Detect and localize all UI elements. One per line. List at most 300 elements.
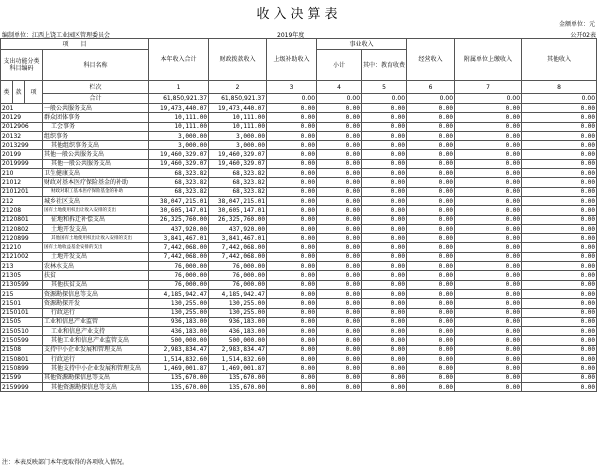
table-row [1,150,597,159]
row-value: 0.00 [362,308,407,317]
header-superior: 上级补助收入 [267,39,317,81]
row-value: 0.00 [267,131,317,140]
row-value: 0.00 [362,113,407,122]
row-value: 0.00 [455,243,522,252]
table-row [1,317,597,326]
row-value: 0.00 [407,234,455,243]
row-value: 0.00 [362,289,407,298]
row-code: 2019999 [1,159,43,168]
row-value: 0.00 [455,327,522,336]
row-value: 0.00 [522,224,597,233]
row-value: 0.00 [407,355,455,364]
row-code: 212 [1,196,43,205]
row-value: 0.00 [407,187,455,196]
row-value: 0.00 [407,308,455,317]
table-body [1,104,597,392]
row-value: 0.00 [407,122,455,131]
row-value: 3,000.00 [149,131,209,140]
row-value: 76,000.00 [149,262,209,271]
row-value: 2,983,834.47 [149,345,209,354]
row-value: 0.00 [267,104,317,113]
row-value: 135,670.00 [209,382,267,391]
table-row [1,355,597,364]
row-value: 0.00 [407,224,455,233]
row-value: 0.00 [455,150,522,159]
row-value: 19,460,329.07 [149,159,209,168]
total-cell-2: 61,850,921.37 [209,94,267,104]
row-code: 21208 [1,206,43,215]
header-name: 科目名称 [43,50,149,81]
row-code: 21505 [1,317,43,326]
row-value: 0.00 [362,234,407,243]
total-cell-1: 61,850,921.37 [149,94,209,104]
row-code: 21599 [1,373,43,382]
table-row [1,169,597,178]
row-value: 0.00 [362,196,407,205]
row-code: 2013299 [1,141,43,150]
row-value: 0.00 [362,224,407,233]
row-value: 0.00 [267,122,317,131]
row-value: 7,442,068.00 [209,243,267,252]
col-num-6: 6 [407,81,455,94]
row-code: 213 [1,262,43,271]
row-value: 19,460,329.07 [209,159,267,168]
row-code: 2120899 [1,234,43,243]
table-row [1,243,597,252]
row-value: 3,000.00 [149,141,209,150]
table-row [1,327,597,336]
table-row [1,280,597,289]
row-code: 2159999 [1,382,43,391]
row-value: 0.00 [455,234,522,243]
row-code: 21508 [1,345,43,354]
row-value: 0.00 [317,159,362,168]
row-value: 0.00 [362,252,407,261]
row-value: 0.00 [267,169,317,178]
row-value: 0.00 [317,215,362,224]
row-name: 财政对基本医疗保险基金的补助 [43,178,149,187]
row-value: 0.00 [522,382,597,391]
row-value: 0.00 [407,373,455,382]
row-name: 征地和拆迁补偿支出 [43,215,149,224]
row-value: 0.00 [522,187,597,196]
row-value: 130,255.00 [209,299,267,308]
row-value: 0.00 [455,271,522,280]
row-value: 0.00 [455,187,522,196]
row-value: 0.00 [317,364,362,373]
table-row [1,336,597,345]
row-value: 19,473,440.07 [149,104,209,113]
table-row [1,122,597,131]
row-name: 国有土地使用权出让收入安排的支出 [43,206,149,215]
row-value: 0.00 [522,262,597,271]
row-value: 500,000.00 [149,336,209,345]
row-value: 76,000.00 [209,262,267,271]
row-name: 其他工业和信息产业监管支出 [43,336,149,345]
row-value: 68,323.82 [209,178,267,187]
row-value: 0.00 [522,252,597,261]
row-value: 0.00 [317,141,362,150]
row-value: 26,325,760.00 [209,215,267,224]
header-code: 支出功能分类科目编码 [1,50,43,81]
row-code: 2120801 [1,215,43,224]
row-value: 0.00 [362,206,407,215]
row-value: 68,323.82 [149,187,209,196]
row-value: 0.00 [455,122,522,131]
row-value: 436,183.00 [149,327,209,336]
row-value: 0.00 [267,327,317,336]
row-value: 0.00 [522,141,597,150]
row-value: 0.00 [267,308,317,317]
row-value: 0.00 [362,280,407,289]
row-code: 20132 [1,131,43,140]
table-row [1,234,597,243]
row-value: 0.00 [522,345,597,354]
header-subtotal: 小计 [317,50,362,81]
row-value: 0.00 [362,131,407,140]
row-value: 0.00 [455,131,522,140]
row-value: 0.00 [455,215,522,224]
row-value: 0.00 [522,206,597,215]
row-code: 201 [1,104,43,113]
row-name: 工会事务 [43,122,149,131]
row-value: 0.00 [407,364,455,373]
table-row [1,141,597,150]
row-name: 群众团体事务 [43,113,149,122]
row-value: 0.00 [317,355,362,364]
row-value: 0.00 [455,345,522,354]
header-education: 其中：教育收费 [362,50,407,81]
row-value: 0.00 [455,289,522,298]
row-value: 19,473,440.07 [209,104,267,113]
header-total: 本年收入合计 [149,39,209,81]
row-value: 0.00 [317,150,362,159]
row-value: 0.00 [522,243,597,252]
row-value: 0.00 [522,364,597,373]
row-value: 0.00 [267,113,317,122]
row-name: 财政对职工基本医疗保险基金的补助 [43,187,149,196]
row-value: 0.00 [455,262,522,271]
header-fiscal: 财政拨款收入 [209,39,267,81]
row-value: 10,111.00 [209,122,267,131]
header-heji: 合计 [43,94,149,104]
row-value: 0.00 [362,364,407,373]
row-value: 7,442,068.00 [149,252,209,261]
row-value: 0.00 [362,178,407,187]
row-value: 0.00 [522,299,597,308]
row-value: 0.00 [317,113,362,122]
row-value: 0.00 [362,373,407,382]
row-name: 其他一般公共服务支出 [43,150,149,159]
header-business-group: 事业收入 [317,39,407,50]
row-name: 工业和信息产业支持 [43,327,149,336]
row-name: 城乡社区支出 [43,196,149,205]
row-value: 2,983,834.47 [209,345,267,354]
row-value: 0.00 [317,382,362,391]
row-value: 10,111.00 [149,122,209,131]
table-row [1,252,597,261]
row-value: 0.00 [362,187,407,196]
row-value: 0.00 [455,299,522,308]
row-value: 1,514,832.60 [209,355,267,364]
year-label: 2019年度 [277,32,305,39]
row-value: 0.00 [522,355,597,364]
row-value: 0.00 [407,243,455,252]
row-value: 0.00 [407,317,455,326]
row-value: 0.00 [317,327,362,336]
table-row [1,104,597,113]
row-value: 0.00 [407,141,455,150]
row-value: 0.00 [317,206,362,215]
row-value: 0.00 [407,178,455,187]
row-value: 0.00 [362,104,407,113]
table-row [1,382,597,391]
row-value: 0.00 [267,355,317,364]
row-value: 30,605,147.01 [149,206,209,215]
row-value: 0.00 [522,317,597,326]
row-code: 2101201 [1,187,43,196]
header-project: 项 目 [1,39,149,50]
row-value: 0.00 [267,159,317,168]
row-value: 0.00 [455,206,522,215]
row-value: 0.00 [362,122,407,131]
row-value: 0.00 [267,141,317,150]
row-value: 68,323.82 [209,187,267,196]
table-row [1,178,597,187]
total-cell-8: 0.00 [522,94,597,104]
row-value: 0.00 [522,104,597,113]
row-value: 0.00 [362,262,407,271]
row-value: 0.00 [362,336,407,345]
row-value: 0.00 [267,382,317,391]
row-name: 农林水支出 [43,262,149,271]
row-value: 0.00 [455,373,522,382]
row-code: 2150510 [1,327,43,336]
footnote: 注：本表反映部门本年度取得的各项收入情况。 [2,459,129,466]
row-value: 0.00 [317,280,362,289]
row-value: 0.00 [317,243,362,252]
col-num-7: 7 [455,81,522,94]
row-value: 68,323.82 [209,169,267,178]
row-code: 2150599 [1,336,43,345]
table-row [1,196,597,205]
row-value: 30,605,147.01 [209,206,267,215]
row-name: 其他支持中小企业发展和管理支出 [43,364,149,373]
header-subsidiary: 附属单位上缴收入 [455,39,522,81]
row-value: 0.00 [267,271,317,280]
total-cell-5: 0.00 [362,94,407,104]
row-value: 0.00 [267,187,317,196]
row-value: 0.00 [267,262,317,271]
row-name: 卫生健康支出 [43,169,149,178]
row-value: 0.00 [455,159,522,168]
row-value: 0.00 [267,234,317,243]
row-value: 436,183.00 [209,327,267,336]
row-value: 0.00 [407,271,455,280]
row-value: 0.00 [317,178,362,187]
row-value: 0.00 [455,104,522,113]
row-value: 0.00 [362,327,407,336]
row-code: 2120802 [1,224,43,233]
col-num-4: 4 [317,81,362,94]
row-value: 0.00 [317,373,362,382]
row-value: 0.00 [522,280,597,289]
header-kuan: 款 [13,81,25,104]
row-value: 0.00 [267,280,317,289]
row-code: 2121002 [1,252,43,261]
row-value: 0.00 [362,141,407,150]
row-value: 135,670.00 [149,373,209,382]
row-value: 0.00 [317,262,362,271]
row-value: 0.00 [522,289,597,298]
row-value: 76,000.00 [209,280,267,289]
row-value: 0.00 [317,169,362,178]
row-value: 7,442,068.00 [149,243,209,252]
row-value: 76,000.00 [149,271,209,280]
row-value: 0.00 [362,159,407,168]
table-row [1,364,597,373]
row-value: 76,000.00 [149,280,209,289]
row-code: 2130599 [1,280,43,289]
row-value: 0.00 [522,373,597,382]
row-value: 0.00 [317,224,362,233]
row-code: 21305 [1,271,43,280]
col-num-2: 2 [209,81,267,94]
row-value: 0.00 [407,336,455,345]
table-row [1,299,597,308]
row-value: 0.00 [522,159,597,168]
row-value: 0.00 [407,104,455,113]
row-value: 0.00 [317,252,362,261]
row-value: 0.00 [455,252,522,261]
row-value: 0.00 [407,196,455,205]
row-code: 20199 [1,150,43,159]
row-code: 215 [1,289,43,298]
row-value: 1,469,001.87 [149,364,209,373]
row-code: 2150801 [1,355,43,364]
row-value: 0.00 [455,382,522,391]
row-code: 210 [1,169,43,178]
row-value: 0.00 [407,131,455,140]
row-value: 4,185,942.47 [149,289,209,298]
row-value: 0.00 [267,336,317,345]
row-value: 19,460,329.07 [209,150,267,159]
row-name: 资源勘探开发 [43,299,149,308]
row-value: 500,000.00 [209,336,267,345]
row-value: 0.00 [267,364,317,373]
table-row [1,271,597,280]
row-value: 0.00 [455,355,522,364]
row-value: 0.00 [317,299,362,308]
row-value: 0.00 [407,206,455,215]
row-value: 0.00 [407,169,455,178]
row-value: 0.00 [407,159,455,168]
row-code: 21501 [1,299,43,308]
row-value: 0.00 [267,373,317,382]
row-value: 3,000.00 [209,141,267,150]
row-value: 0.00 [455,113,522,122]
row-value: 0.00 [362,150,407,159]
row-value: 0.00 [267,243,317,252]
row-value: 0.00 [362,317,407,326]
header-class: 类 [1,81,13,104]
row-name: 支持中小企业发展和管理支出 [43,345,149,354]
row-code: 20129 [1,113,43,122]
page-title: 收入决算表 [256,7,342,22]
row-name: 行政运行 [43,308,149,317]
row-name: 其他组织事务支出 [43,141,149,150]
org-label: 编制单位：江西上饶工业园区管理委员会 [2,32,111,39]
row-value: 0.00 [317,196,362,205]
row-value: 0.00 [407,327,455,336]
row-value: 0.00 [455,141,522,150]
header-other: 其他收入 [522,39,597,81]
row-value: 26,325,760.00 [149,215,209,224]
row-value: 0.00 [522,234,597,243]
total-cell-3: 0.00 [267,94,317,104]
col-num-5: 5 [362,81,407,94]
row-value: 10,111.00 [149,113,209,122]
row-value: 0.00 [455,308,522,317]
row-value: 0.00 [522,113,597,122]
row-value: 0.00 [455,196,522,205]
row-value: 38,047,215.01 [149,196,209,205]
row-value: 76,000.00 [209,271,267,280]
row-value: 0.00 [267,252,317,261]
row-value: 0.00 [317,345,362,354]
row-value: 0.00 [455,224,522,233]
row-name: 土地开发支出 [43,224,149,233]
row-value: 0.00 [362,169,407,178]
header-operating: 经营收入 [407,39,455,81]
row-value: 437,920.00 [149,224,209,233]
row-value: 0.00 [407,299,455,308]
row-value: 0.00 [317,234,362,243]
row-value: 1,469,001.87 [209,364,267,373]
row-value: 0.00 [407,252,455,261]
row-value: 0.00 [317,289,362,298]
row-value: 0.00 [362,215,407,224]
row-value: 0.00 [267,299,317,308]
row-name: 其他国有土地使用权出让收入安排的支出 [43,234,149,243]
row-value: 0.00 [362,345,407,354]
table-row [1,224,597,233]
row-name: 国有土地收益基金安排的支出 [43,243,149,252]
row-value: 0.00 [407,280,455,289]
row-value: 0.00 [522,308,597,317]
row-value: 68,323.82 [149,169,209,178]
row-value: 0.00 [455,317,522,326]
row-value: 0.00 [522,131,597,140]
row-value: 0.00 [267,178,317,187]
row-value: 3,841,467.01 [149,234,209,243]
row-value: 0.00 [407,215,455,224]
row-value: 130,255.00 [149,308,209,317]
row-name: 资源勘探信息等支出 [43,289,149,298]
row-value: 4,185,942.47 [209,289,267,298]
income-table [0,38,597,392]
meta-bar [2,30,596,38]
row-value: 0.00 [317,122,362,131]
total-cell-6: 0.00 [407,94,455,104]
row-value: 0.00 [522,150,597,159]
header-lanci: 栏次 [43,81,149,94]
row-value: 0.00 [267,196,317,205]
row-name: 其他资源勘探信息等支出 [43,382,149,391]
row-name: 工业和信息产业监管 [43,317,149,326]
row-code: 2150101 [1,308,43,317]
table-row [1,345,597,354]
